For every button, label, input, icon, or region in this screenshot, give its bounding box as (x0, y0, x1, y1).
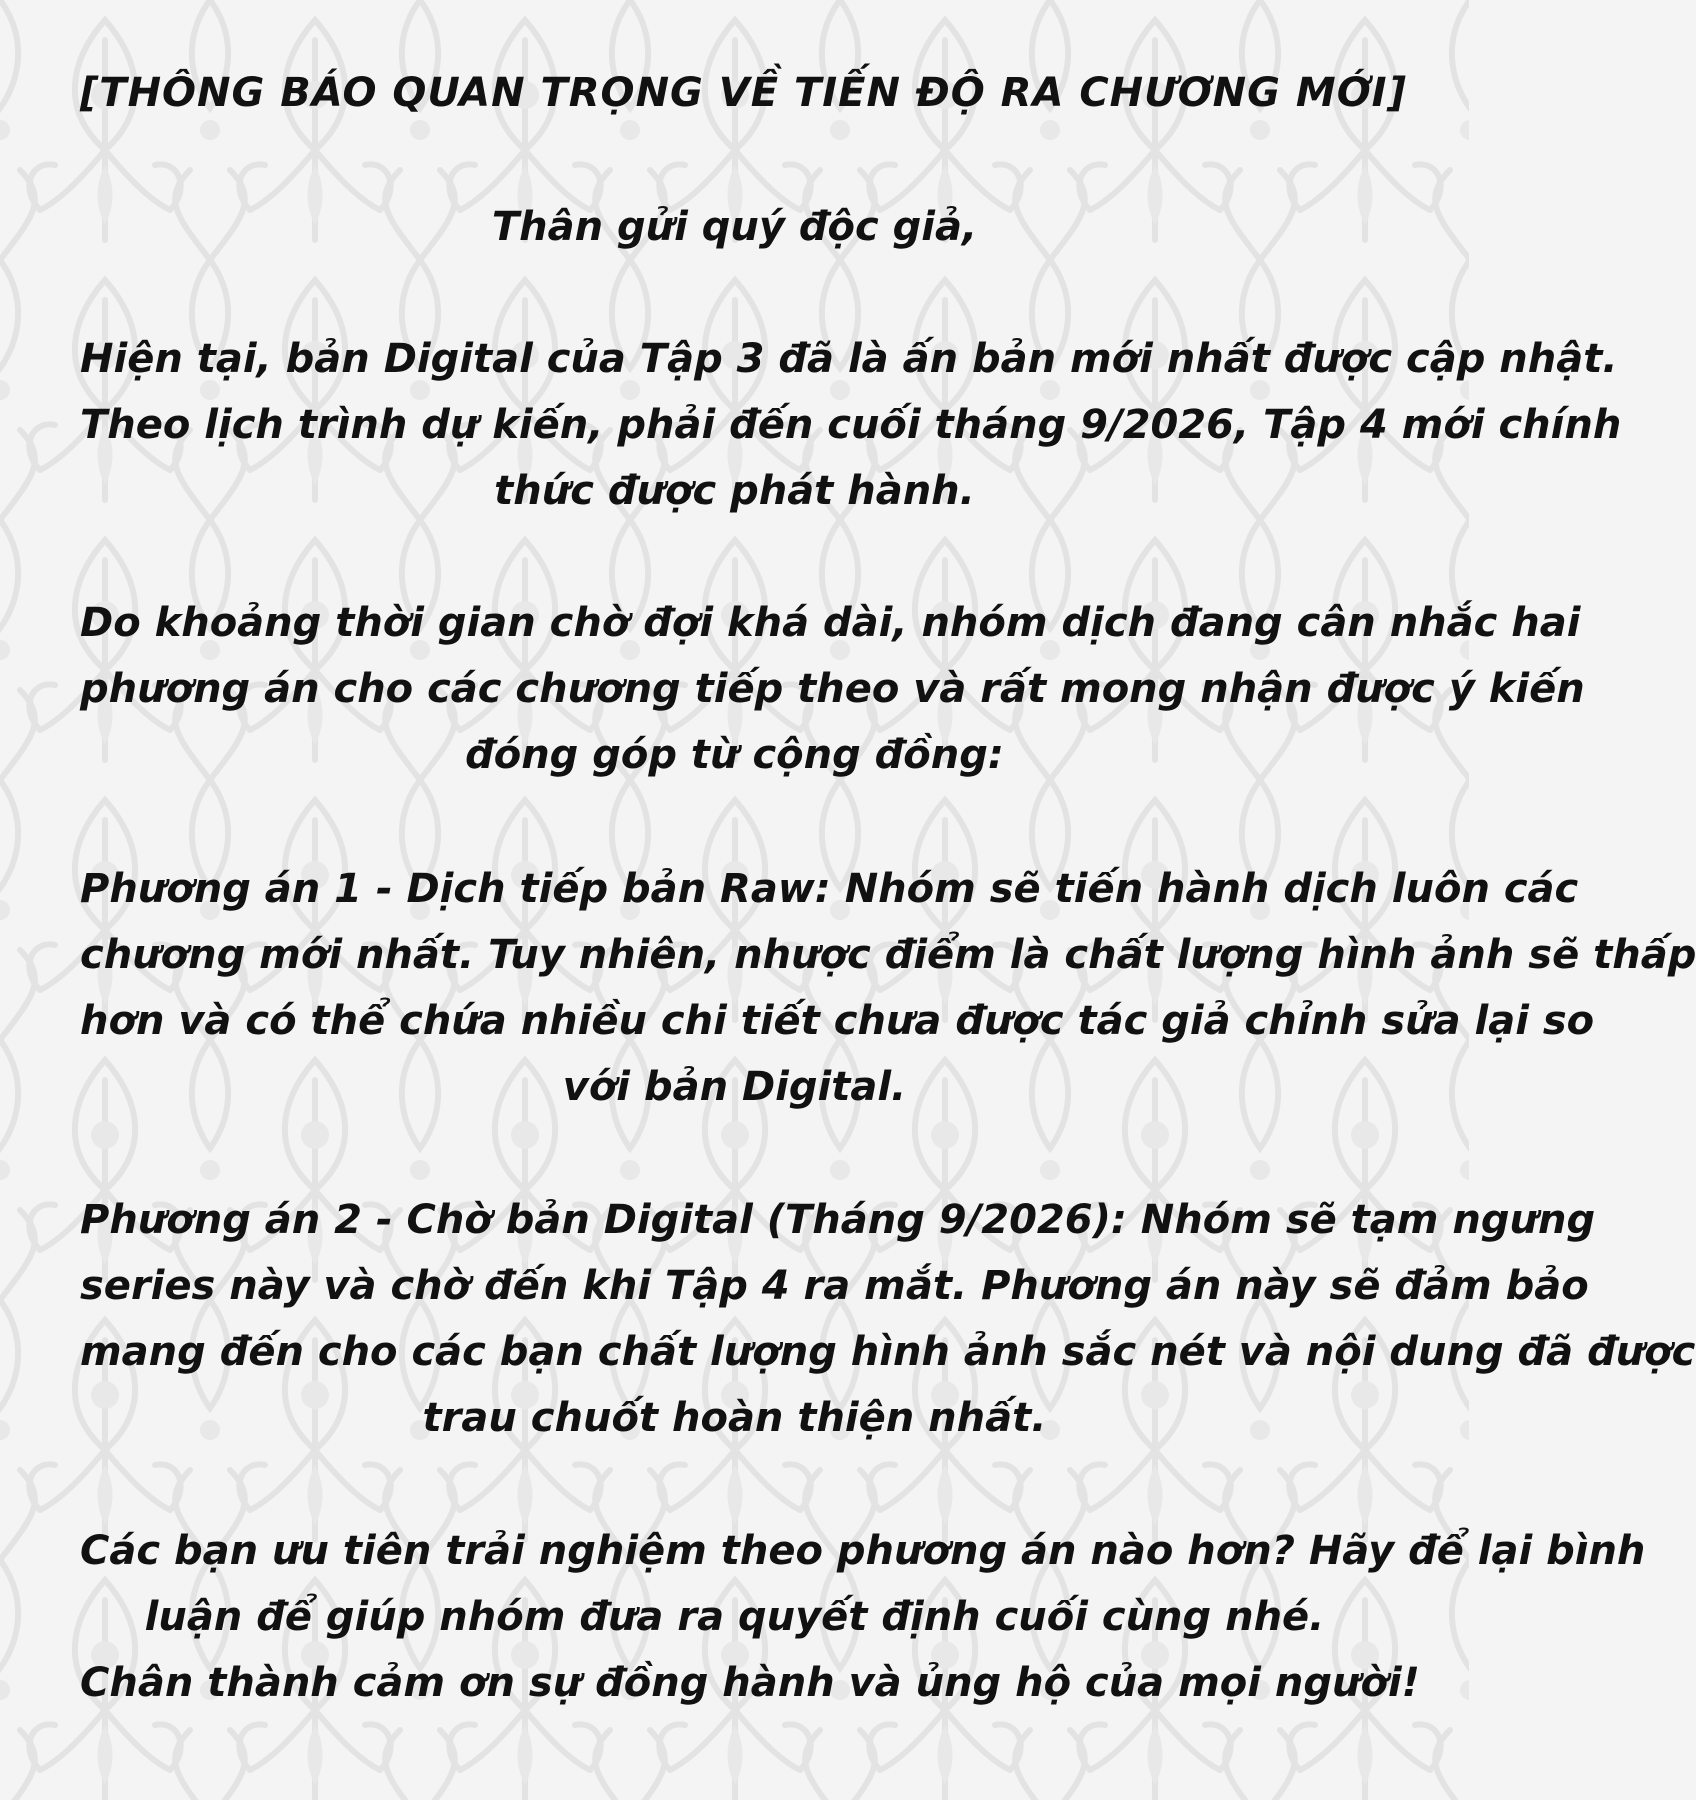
notice-title: [THÔNG BÁO QUAN TRỌNG VỀ TIẾN ĐỘ RA CHƯƠNG MỚI] (80, 70, 1407, 116)
closing-line: Các bạn ưu tiên trải nghiệm theo phương án nào hơn? Hãy để lại bình (80, 1528, 1646, 1574)
option-2-line: trau chuốt hoàn thiện nhất. (422, 1395, 1047, 1441)
option-2-line: series này và chờ đến khi Tập 4 ra mắt. Phương án này sẽ đảm bảo (80, 1263, 1589, 1309)
status-paragraph (80, 326, 1622, 524)
option-1-line: hơn và có thể chứa nhiều chi tiết chưa được tác giả chỉnh sửa lại so (80, 998, 1595, 1044)
status-line: Theo lịch trình dự kiến, phải đến cuối tháng 9/2026, Tập 4 mới chính (80, 402, 1622, 448)
option-1-line: với bản Digital. (562, 1064, 907, 1110)
closing-line: Chân thành cảm ơn sự đồng hành và ủng hộ của mọi người! (80, 1660, 1420, 1706)
closing-line: luận để giúp nhóm đưa ra quyết định cuối cùng nhé. (144, 1594, 1325, 1640)
intro-line: phương án cho các chương tiếp theo và rất mong nhận được ý kiến (80, 666, 1585, 712)
intro-line: Do khoảng thời gian chờ đợi khá dài, nhóm dịch đang cân nhắc hai (80, 600, 1581, 646)
greeting: Thân gửi quý độc giả, (491, 204, 978, 250)
intro-paragraph (80, 590, 1585, 788)
option-2-line: mang đến cho các bạn chất lượng hình ảnh sắc nét và nội dung đã được (80, 1329, 1696, 1375)
option-2-paragraph (80, 1187, 1696, 1451)
notice-title-block (80, 60, 1407, 126)
option-1-paragraph (80, 856, 1696, 1120)
greeting-block (80, 194, 1389, 260)
closing-paragraph (80, 1518, 1646, 1716)
option-1-line: Phương án 1 - Dịch tiếp bản Raw: Nhóm sẽ tiến hành dịch luôn các (80, 866, 1579, 912)
status-line: Hiện tại, bản Digital của Tập 3 đã là ấn bản mới nhất được cập nhật. (80, 336, 1618, 382)
intro-line: đóng góp từ cộng đồng: (465, 732, 1004, 778)
option-1-line: chương mới nhất. Tuy nhiên, nhược điểm là chất lượng hình ảnh sẽ thấp (80, 932, 1696, 978)
option-2-line: Phương án 2 - Chờ bản Digital (Tháng 9/2026): Nhóm sẽ tạm ngưng (80, 1197, 1596, 1243)
status-line: thức được phát hành. (494, 468, 975, 514)
